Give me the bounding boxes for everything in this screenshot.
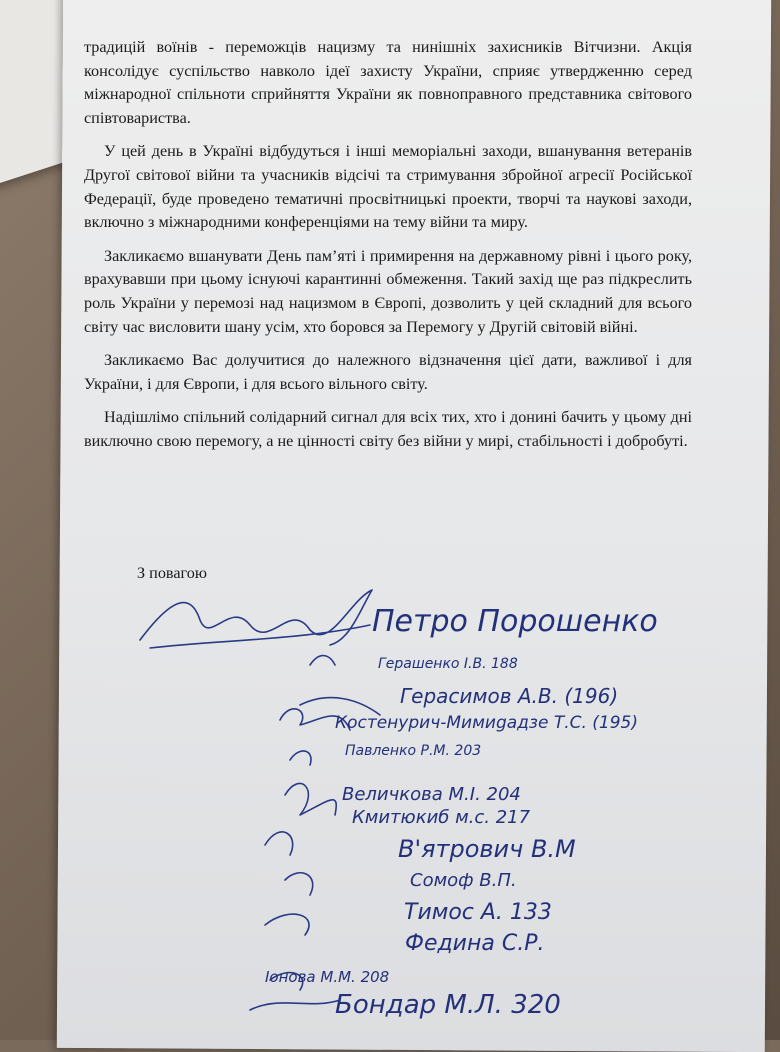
paragraph-1: традицій воїнів - переможців нацизму та нинішніх захисників Вітчизни. Акція консолідує суспільство навколо ідеї захисту України, сприяє утвердженню серед міжнародної спільноти сприйняття України як повноправного представника світового співтовариства. (84, 38, 692, 127)
signature-11: Федина С.Р. (405, 931, 545, 956)
signature-1: Петро Порошенко (372, 604, 658, 639)
letter-body (84, 36, 692, 464)
signature-3: Герасимов А.В. (196) (400, 684, 619, 708)
signature-4: Костенурич-Мимиgaдзе Т.С. (195) (335, 713, 639, 733)
signature-8: В'ятрович В.М (398, 835, 576, 863)
signature-10: Тимос А. 133 (404, 900, 552, 925)
signature-13: Бондар М.Л. 320 (335, 990, 561, 1020)
paragraph-2: У цей день в Україні відбудуться і інші меморіальні заходи, вшанування ветеранів Другої світової війни та учасників відсічі та стримування збройної агресії Російської Федерації, буде проведено тематичні просвітницькі проекти, творчі та наукові заходи, включно з міжнародними конференціями на тему війни та миру. (84, 142, 692, 232)
signature-12: Іонова М.М. 208 (265, 968, 390, 986)
signature-6: Величкова М.І. 204 (342, 784, 521, 805)
paragraph-3: Закликаємо вшанувати День пам’яті і примирення на державному рівні і цього року, врахувавши при цьому існуючі карантинні обмеження. Такий захід ще раз підкреслить роль України у перемозі над нацизмом в Європі, дозволить у цей складний для всього світу час висловити шану усім, хто боровся за Перемогу у Другій світовій війні. (84, 246, 692, 336)
closing-phrase: З повагою (137, 564, 207, 582)
signature-5: Павленко Р.М. 203 (345, 743, 482, 759)
paragraph-5: Надішлімо спільний солідарний сигнал для всіх тих, хто і донині бачить у цьому дні виключно свою перемогу, а не цінності світу без війни у мирі, стабільності і добробуті. (84, 408, 692, 450)
signature-9: Сомоф В.П. (410, 870, 517, 891)
signature-2: Герашенко І.В. 188 (378, 656, 518, 672)
signature-7: Кмитюкиб м.с. 217 (352, 807, 531, 828)
paragraph-4: Закликаємо Вас долучитися до належного відзначення цієї дати, важливої і для України, і для Європи, і для всього вільного світу. (84, 351, 692, 393)
